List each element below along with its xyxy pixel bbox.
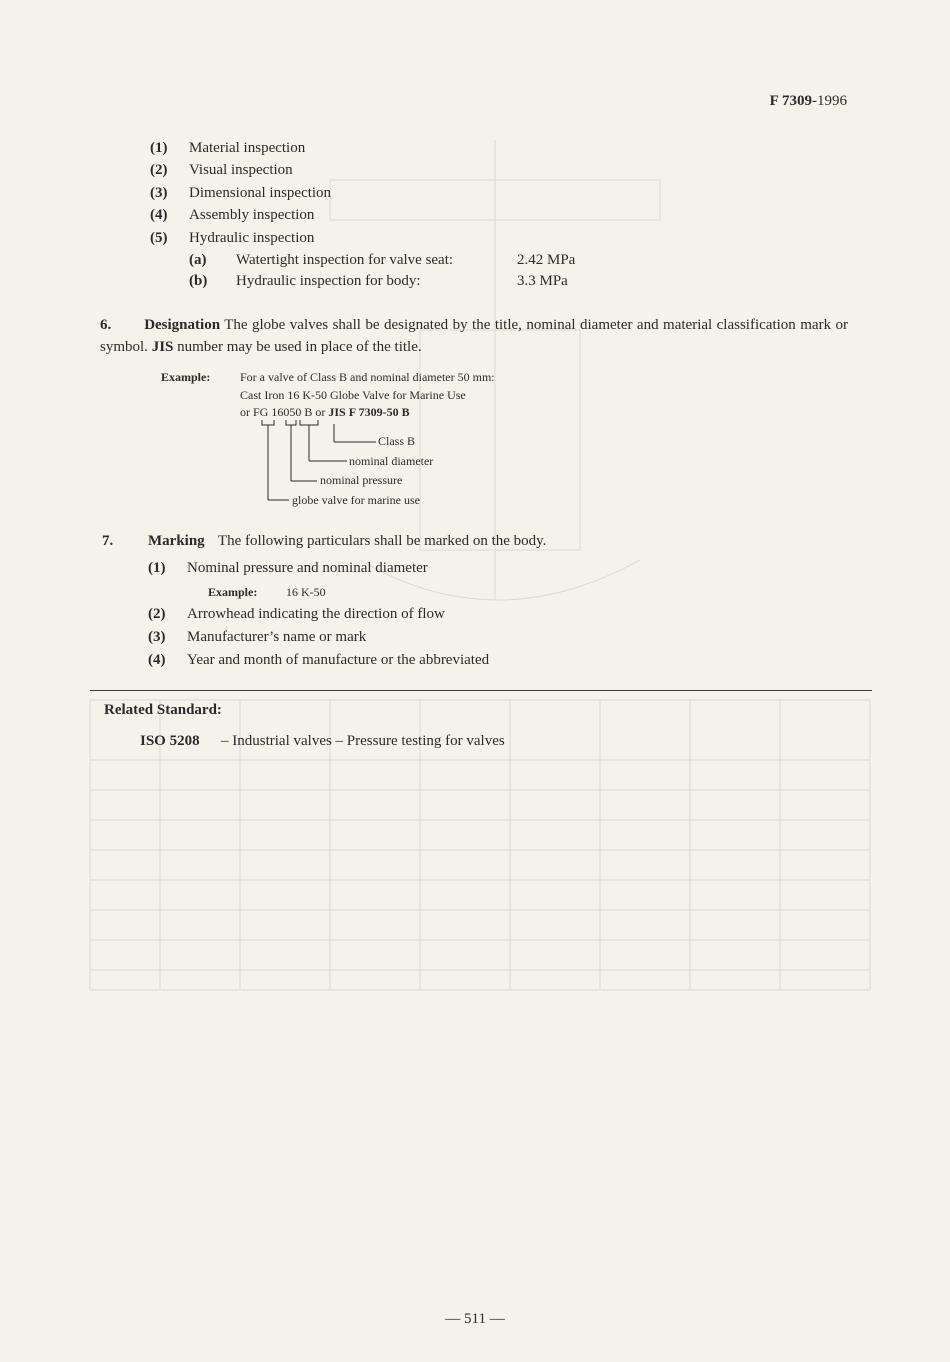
tree-label-diameter: nominal diameter [349,454,434,468]
document-page: F 7309-1996 (1) Material inspection (2) Visual inspection (3) Dimensional inspection (4) Assembly inspection (5) Hydraulic inspection (a) Watertight inspection for valve seat: 2.42 MPa (b) Hydraulic inspection for body: 3.3 MPa 6. Designation The globe valves shall be designated by the title, nominal diameter and material classification mark or symbol. JIS number may be used in place of the title. Example: For a valve of Class B and nominal diameter 50 mm: Cast Iron 16 K-50 Globe Valve for Marine Use or FG 16050 B or JIS F 7309-50 B Class B nominal diameter nominal pressure globe valve for marine use 7. Marking The following particulars shall be marked on the body. (1) Nominal pressure and nominal diameter Example: 16 K-50 (2) Arrowhead indicating the direction of flow (3) Manufacturer’s name or mark (4) Year and month of manufacture or the abbreviated Related Standard: ISO 5208 – Industrial valves – Pressure testing for valves — 511 — [0,0,950,1362]
tree-label-pressure: nominal pressure [320,473,403,487]
related-standard-heading: Related Standard: [104,702,222,718]
hydraulic-sub-item: (b) [189,273,208,289]
designation-paragraph: 6. Designation The globe valves shall be designated by the title, nominal diameter and material classification mark or symbol. JIS number may be used in place of the title. [100,317,849,355]
standard-number [770,93,847,110]
page-number: — 511 — [445,1311,505,1327]
hydraulic-sub-value: 2.42 MPa [517,252,576,268]
divider-rule [90,690,872,691]
section-number: 6. [100,317,112,333]
example-line: For a valve of Class B and nominal diameter 50 mm: [240,370,495,384]
example-line: Cast Iron 16 K-50 Globe Valve for Marine Use [240,388,466,402]
hydraulic-sub-text: Watertight inspection for valve seat: [236,252,454,268]
marking-example-label: Example: [208,585,258,599]
standard-code: F 7309 [769,93,812,109]
section-heading: Marking [148,533,205,549]
marking-example-value: 16 K-50 [286,585,326,599]
hydraulic-sub-value: 3.3 MPa [517,273,568,289]
standard-year: -1996 [812,93,847,109]
tree-label-globe: globe valve for marine use [292,493,420,507]
section-number: 7. [102,533,114,549]
example-label: Example: [161,370,211,384]
related-standard-title: – Industrial valves – Pressure testing for valves [221,733,505,749]
hydraulic-sub-item: (a) [189,252,207,268]
hydraulic-sub-text: Hydraulic inspection for body: [236,273,421,289]
marking-heading-row [102,533,113,550]
section-heading: Designation [144,317,221,333]
related-standard-code: ISO 5208 [140,733,200,749]
marking-heading: Marking The following particulars shall be marked on the body. [148,533,547,549]
tree-label-class: Class B [378,434,416,448]
example-line: or FG 16050 B or JIS F 7309-50 B [240,405,410,419]
